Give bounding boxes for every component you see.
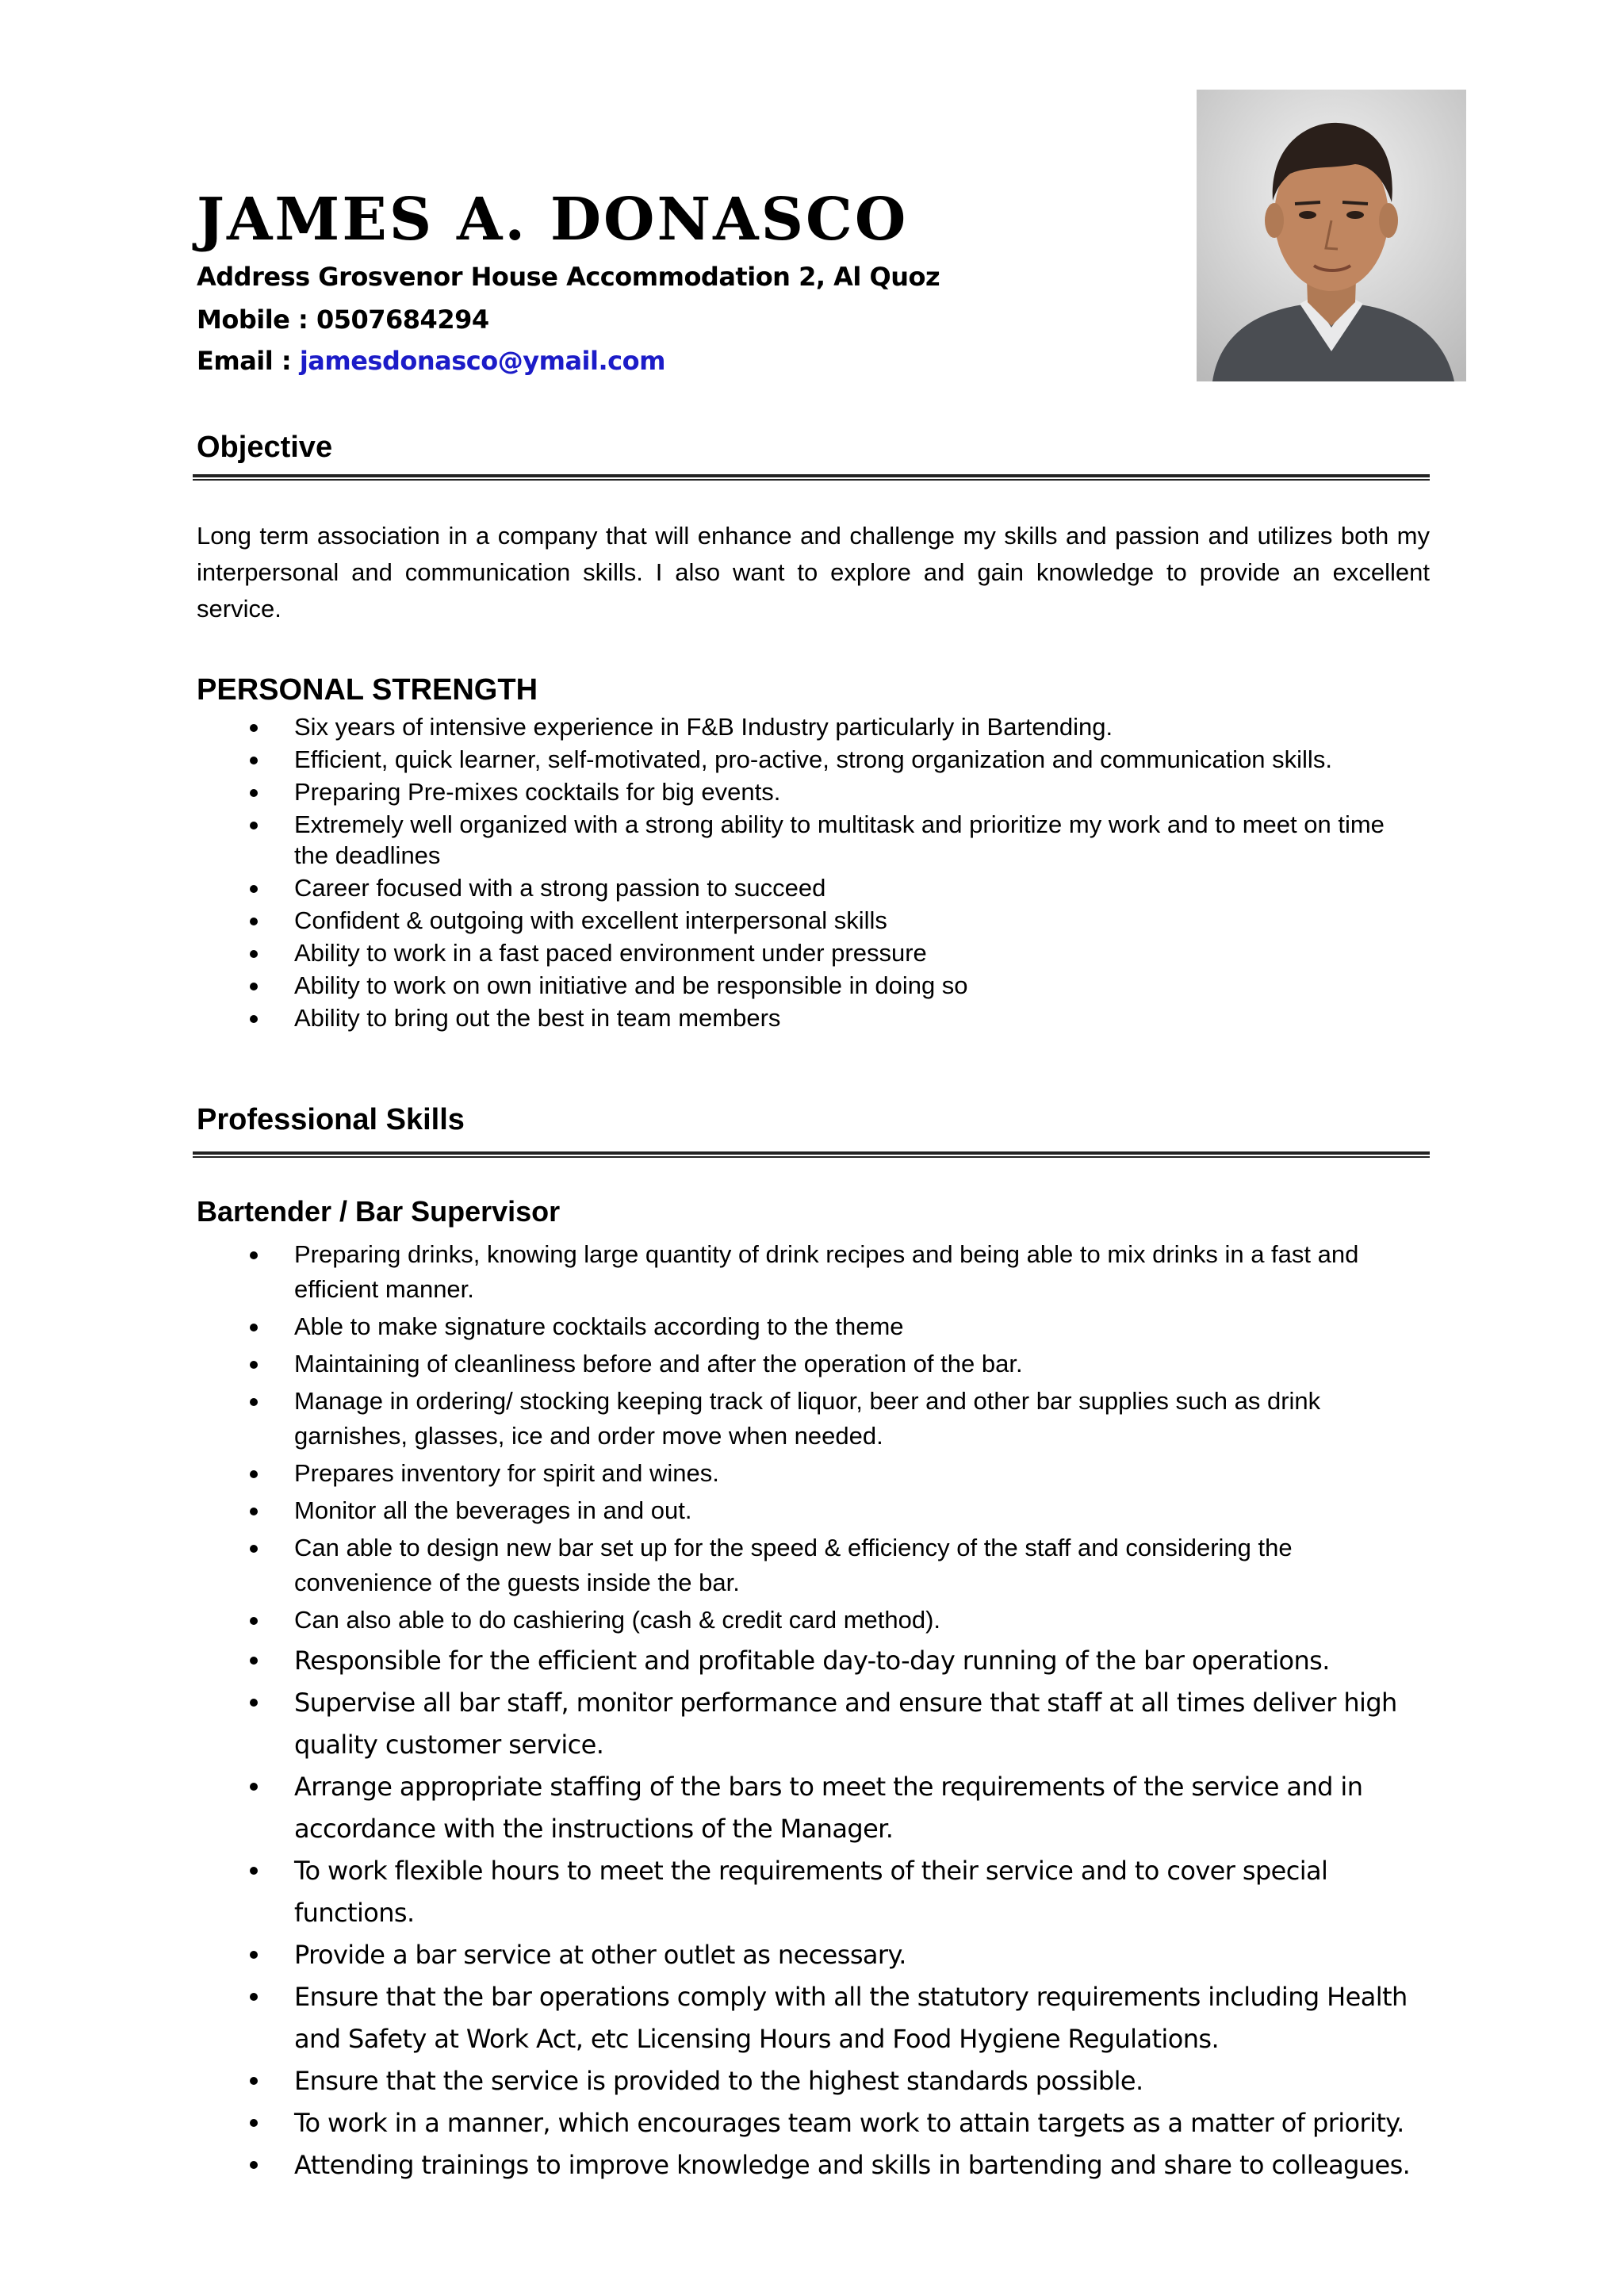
address-line: Address Grosvenor House Accommodation 2, Al Quoz — [197, 262, 940, 292]
bullet-icon — [250, 2161, 258, 2169]
bullet-icon — [250, 724, 258, 732]
applicant-name: JAMES A. DONASCO — [197, 186, 909, 254]
skill-item: Ensure that the service is provided to the highest standards possible. — [0, 2060, 1422, 2102]
strength-item: Ability to work in a fast paced environment under pressure — [0, 937, 1422, 968]
personal-strength-title: PERSONAL STRENGTH — [197, 673, 538, 707]
bullet-icon — [250, 1951, 258, 1959]
skill-item: Able to make signature cocktails according to the theme — [0, 1309, 1422, 1344]
skill-item: Monitor all the beverages in and out. — [0, 1493, 1422, 1528]
bullet-icon — [250, 2077, 258, 2085]
bullet-icon — [250, 1251, 258, 1259]
bullet-icon — [250, 1783, 258, 1791]
bullet-icon — [250, 1324, 258, 1331]
skill-item: Maintaining of cleanliness before and after the operation of the bar. — [0, 1347, 1422, 1381]
skill-item: Manage in ordering/ stocking keeping track of liquor, beer and other bar supplies such as drink garnishes, glasses, ice and order move when needed. — [0, 1384, 1422, 1454]
bullet-icon — [250, 1699, 258, 1707]
skill-item: Supervise all bar staff, monitor performance and ensure that staff at all times deliver high quality customer service. — [0, 1682, 1422, 1766]
strength-item: Preparing Pre-mixes cocktails for big events. — [0, 776, 1422, 807]
bullet-icon — [250, 2119, 258, 2127]
bullet-icon — [250, 1398, 258, 1406]
strength-item: Ability to bring out the best in team members — [0, 1002, 1422, 1033]
bullet-icon — [250, 1470, 258, 1478]
strength-item: Six years of intensive experience in F&B Industry particularly in Bartending. — [0, 711, 1422, 742]
bullet-icon — [250, 1015, 258, 1023]
skill-item: Attending trainings to improve knowledge and skills in bartending and share to colleagues. — [0, 2144, 1422, 2186]
skill-item: To work flexible hours to meet the requirements of their service and to cover special functions. — [0, 1850, 1422, 1934]
skill-item: Can also able to do cashiering (cash & credit card method). — [0, 1603, 1422, 1638]
bullet-icon — [250, 918, 258, 925]
bullet-icon — [250, 1545, 258, 1553]
objective-text: Long term association in a company that will enhance and challenge my skills and passion and utilizes both my interpersonal and communication skills. I also want to explore and gain knowledge to provide an excellent service. — [197, 522, 1430, 623]
bullet-icon — [250, 950, 258, 958]
skill-item: Provide a bar service at other outlet as necessary. — [0, 1934, 1422, 1976]
skill-item: Responsible for the efficient and profitable day-to-day running of the bar operations. — [0, 1640, 1422, 1682]
strength-item: Ability to work on own initiative and be responsible in doing so — [0, 970, 1422, 1001]
email-link[interactable]: jamesdonasco@ymail.com — [299, 346, 665, 376]
bullet-icon — [250, 1361, 258, 1369]
professional-skills-list — [0, 1237, 1422, 2186]
email-line — [197, 343, 665, 379]
objective-title: Objective — [197, 431, 333, 464]
bullet-icon — [250, 1657, 258, 1665]
email-label: Email : — [197, 346, 300, 376]
strength-item: Confident & outgoing with excellent interpersonal skills — [0, 905, 1422, 936]
bullet-icon — [250, 1508, 258, 1515]
personal-strength-list — [0, 711, 1422, 1035]
skill-item: Can able to design new bar set up for the speed & efficiency of the staff and considering the convenience of the guests inside the bar. — [0, 1531, 1422, 1600]
job-title: Bartender / Bar Supervisor — [197, 1195, 561, 1228]
portrait-image — [1197, 90, 1466, 381]
bullet-icon — [250, 822, 258, 829]
bullet-icon — [250, 1617, 258, 1625]
strength-item: Efficient, quick learner, self-motivated, pro-active, strong organization and communication skills. — [0, 744, 1422, 775]
profile-photo — [1197, 90, 1466, 381]
bullet-icon — [250, 885, 258, 893]
bullet-icon — [250, 1993, 258, 2001]
strength-item: Extremely well organized with a strong ability to multitask and prioritize my work and to meet on time the deadlines — [0, 809, 1422, 871]
professional-skills-title: Professional Skills — [197, 1103, 465, 1136]
skill-item: Prepares inventory for spirit and wines. — [0, 1456, 1422, 1491]
bullet-icon — [250, 983, 258, 990]
skill-item: Arrange appropriate staffing of the bars to meet the requirements of the service and in accordance with the instructions of the Manager. — [0, 1766, 1422, 1850]
bullet-icon — [250, 789, 258, 797]
professional-skills-divider — [193, 1151, 1430, 1158]
bullet-icon — [250, 757, 258, 764]
skill-item: Preparing drinks, knowing large quantity of drink recipes and being able to mix drinks in a fast and efficient manner. — [0, 1237, 1422, 1307]
mobile-line: Mobile : 0507684294 — [197, 305, 489, 335]
objective-divider — [193, 474, 1430, 481]
bullet-icon — [250, 1867, 258, 1875]
skill-item: To work in a manner, which encourages team work to attain targets as a matter of priority. — [0, 2102, 1422, 2144]
skill-item: Ensure that the bar operations comply with all the statutory requirements including Health and Safety at Work Act, etc Licensing Hours and Food Hygiene Regulations. — [0, 1976, 1422, 2060]
strength-item: Career focused with a strong passion to succeed — [0, 872, 1422, 903]
